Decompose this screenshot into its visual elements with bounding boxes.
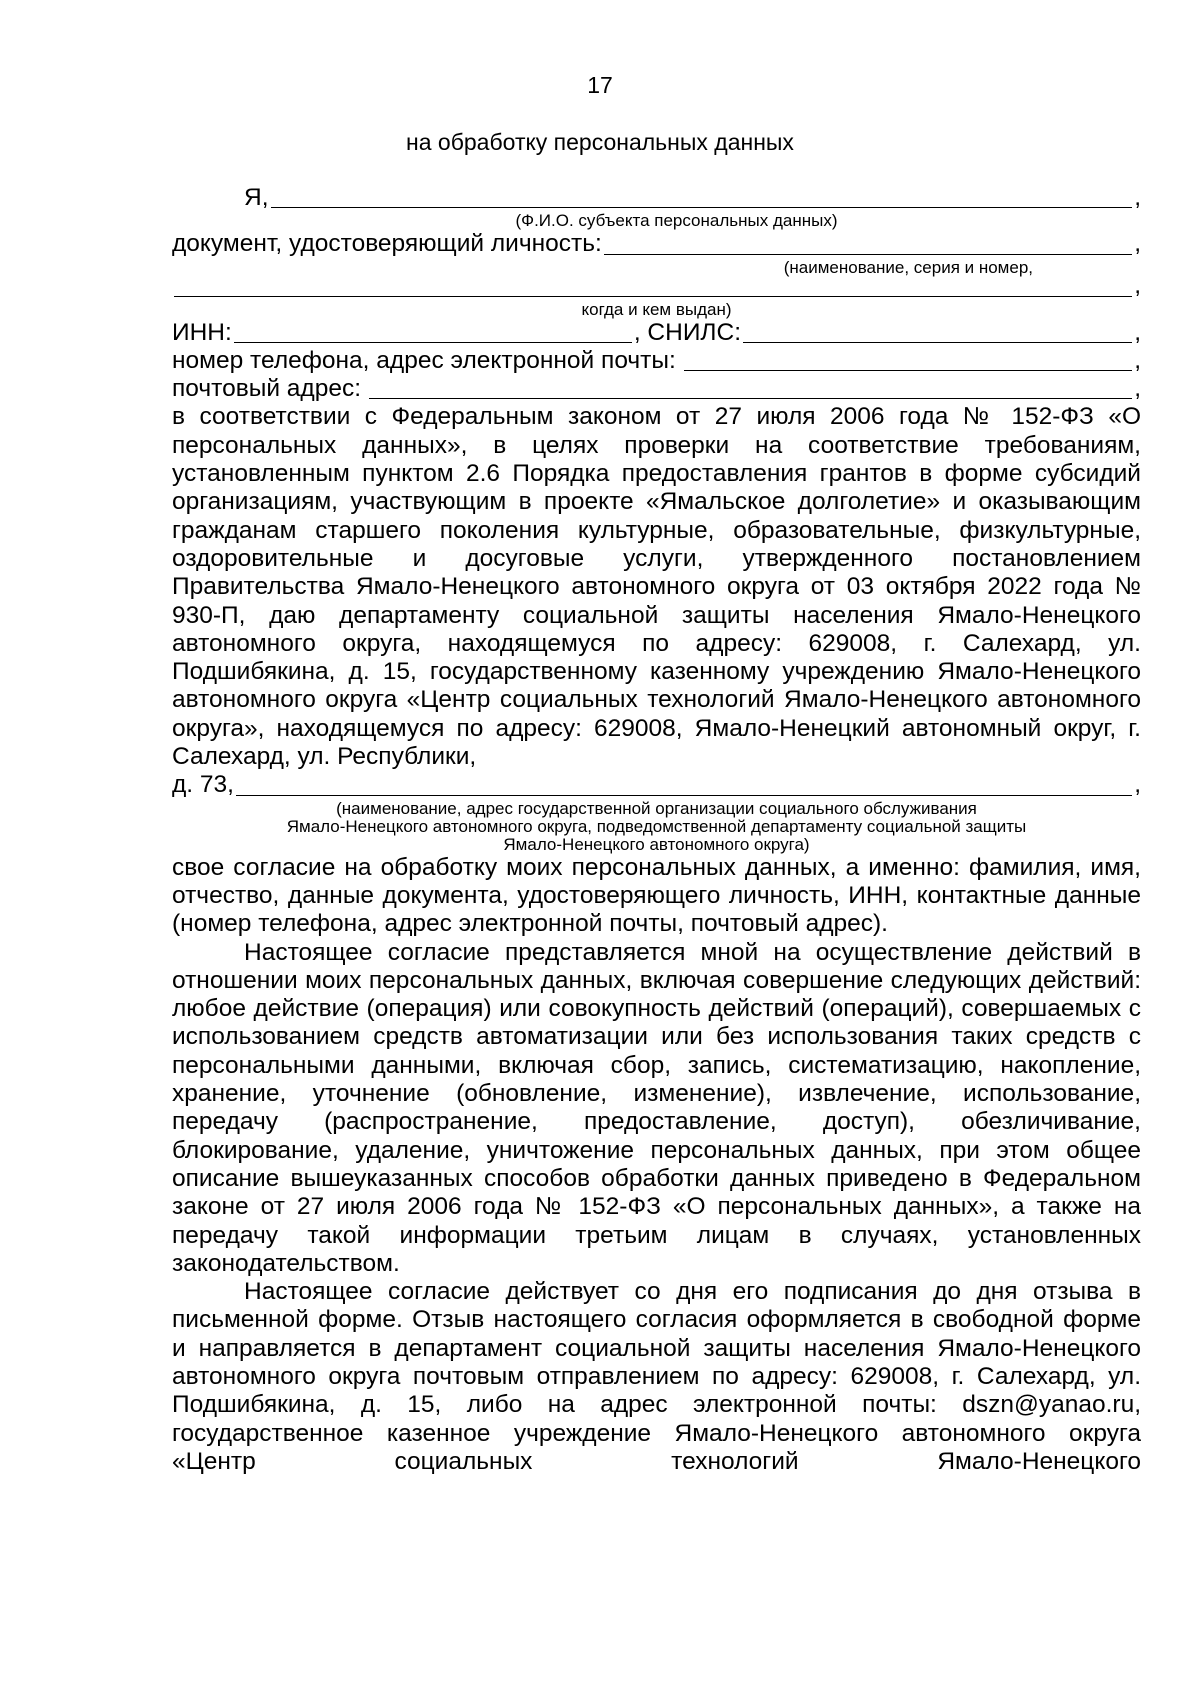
contact-blank[interactable] [684, 369, 1132, 371]
contact-line [172, 347, 1141, 375]
id-document-blank[interactable] [604, 253, 1132, 255]
organization-blank[interactable] [236, 794, 1132, 796]
inn-label: ИНН: [172, 318, 232, 346]
id-document-caption-1: (наименование, серия и номер, [783, 257, 1033, 277]
document-title: на обработку персональных данных [406, 129, 794, 155]
page-number: 17 [587, 72, 613, 98]
postal-blank[interactable] [369, 397, 1132, 399]
organization-caption-1: (наименование, адрес государственной организации социального обслуживания [336, 798, 977, 818]
subject-prefix: Я, [244, 184, 269, 211]
inn-blank[interactable] [234, 341, 632, 343]
contact-label: номер телефона, адрес электронной почты: [172, 346, 676, 374]
postal-label: почтовый адрес: [172, 375, 362, 403]
id-document-label: документ, удостоверяющий личность: [172, 230, 602, 258]
consent-paragraph: свое согласие на обработку моих персональных данных, а именно: фамилия, имя, отчество, данные документа, удостоверяющего личность, ИНН, контактные данные (номер телефона, адрес электронной почты, почтовый адрес). [172, 853, 1141, 938]
validity-paragraph: Настоящее согласие действует со дня его подписания до дня отзыва в письменной форме. Отзыв настоящего согласия оформляется в свободной форме и направляется в департамент социальной защиты населения Ямало-Ненецкого автономного округа почтовым отправлением по адресу: 629008, г. Салехард, ул. Подшибякина, д. 15, либо на адрес электронной почты: dszn@yanao.ru, государственное казенное учреждение Ямало-Ненецкого автономного округа «Центр социальных технологий Ямало-Ненецкого [172, 1278, 1141, 1475]
organization-caption-2: Ямало-Ненецкого автономного округа, подведомственной департаменту социальной защиты [286, 816, 1027, 836]
id-document-issued-line [172, 272, 1141, 301]
snils-blank[interactable] [743, 341, 1132, 343]
subject-name-caption: (Ф.И.О. субъекта персональных данных) [515, 211, 838, 231]
snils-comma: , [1134, 318, 1141, 346]
postal-line [172, 375, 1141, 403]
organization-comma: , [1134, 771, 1141, 799]
id-document-issued-blank[interactable] [174, 295, 1132, 297]
document-body [172, 184, 1141, 1476]
subject-name-line [172, 184, 1141, 212]
actions-paragraph: Настоящее согласие представляется мной на осуществление действий в отношении моих персональных данных, включая совершение следующих действий: любое действие (операция) или совокупность действий (операций), совершаемых с использованием средств автоматизации или без использования таких средств с персональными данными, включая сбор, запись, систематизацию, накопление, хранение, уточнение (обновление, изменение), извлечение, использование, передачу (распространение, предоставление, доступ), обезличивание, блокирование, удаление, уничтожение персональных данных, при этом общее описание вышеуказанных способов обработки данных приведено в Федеральном законе от 27 июля 2006 года № 152-ФЗ «О персональных данных», а также на передачу такой информации третьим лицам в случаях, установленных законодательством. [172, 938, 1141, 1277]
organization-prefix: д. 73, [172, 771, 234, 799]
subject-name-blank[interactable] [271, 206, 1133, 208]
id-document-line [172, 230, 1141, 258]
id-document-issued-comma: , [1134, 272, 1141, 300]
snils-label: , СНИЛС: [633, 318, 741, 346]
organization-line [172, 771, 1141, 799]
id-document-comma: , [1134, 230, 1141, 258]
organization-caption-3: Ямало-Ненецкого автономного округа) [503, 834, 810, 854]
id-document-caption-2: когда и кем выдан) [581, 299, 732, 319]
postal-comma: , [1134, 375, 1141, 403]
contact-comma: , [1134, 346, 1141, 374]
purpose-paragraph: в соответствии с Федеральным законом от 27 июля 2006 года № 152-ФЗ «О персональных данных», в целях проверки на соответствие требованиям, установленным пунктом 2.6 Порядка предоставления грантов в форме субсидий организациям, участвующим в проекте «Ямальское долголетие» и оказывающим гражданам старшего поколения культурные, образовательные, физкультурные, оздоровительные и досуговые услуги, утвержденного постановлением Правительства Ямало-Ненецкого автономного округа от 03 октября 2022 года № 930-П, даю департаменту социальной защиты населения Ямало-Ненецкого автономного округа, находящемуся по адресу: 629008, г. Салехард, ул. Подшибякина, д. 15, государственному казенному учреждению Ямало-Ненецкого автономного округа «Центр социальных технологий Ямало-Ненецкого автономного округа», находящемуся по адресу: 629008, Ямало-Ненецкий автономный округ, г. Салехард, ул. Республики, [172, 403, 1141, 771]
subject-name-comma: , [1134, 184, 1141, 211]
inn-snils-line [172, 319, 1141, 347]
